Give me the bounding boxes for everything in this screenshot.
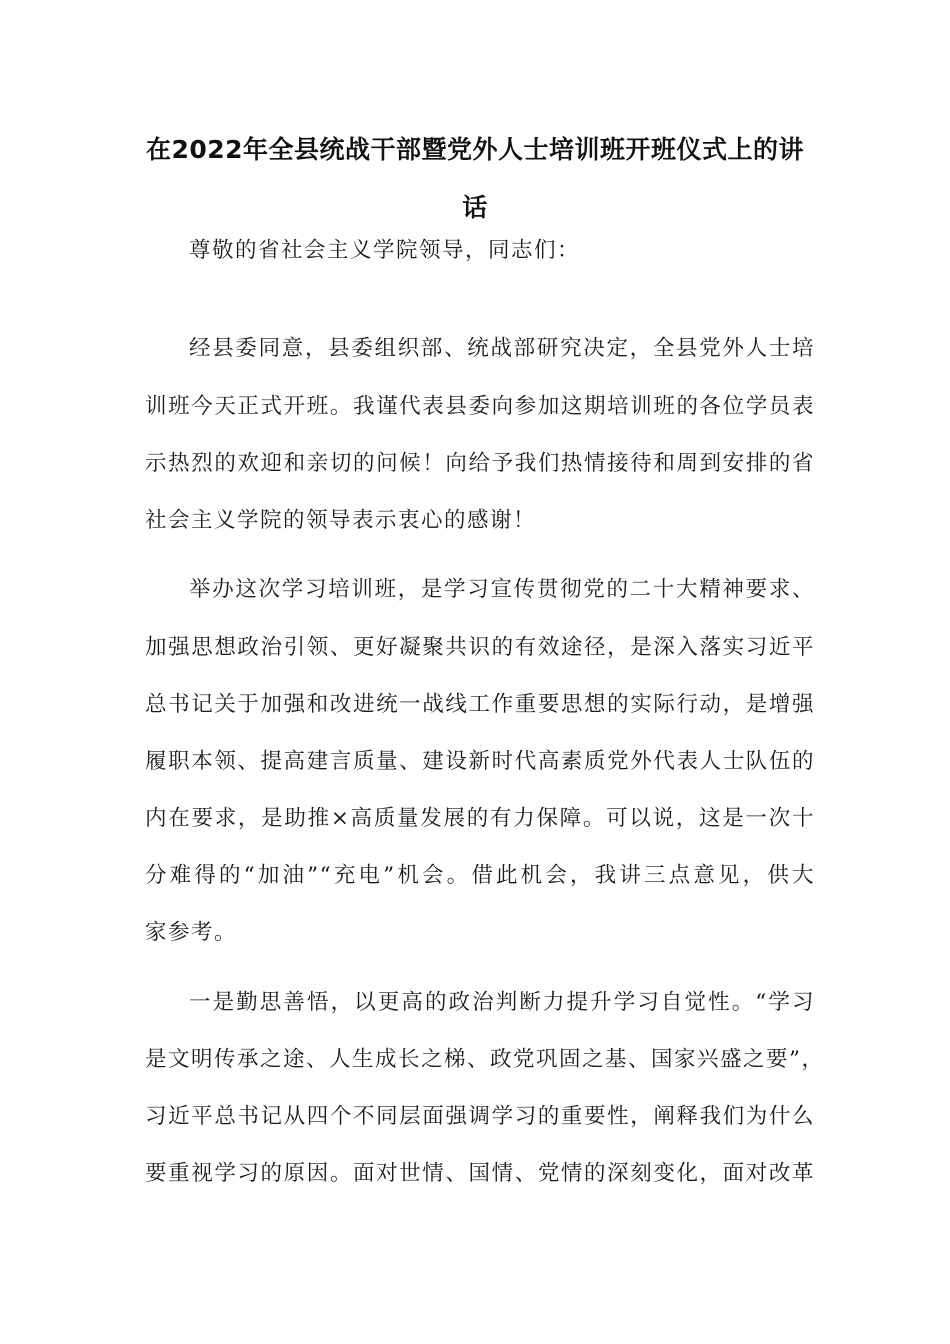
paragraph-4-line-2: 是文明传承之途、人生成长之梯、政党巩固之基、国家兴盛之要”， — [145, 1047, 825, 1072]
paragraph-3-line-2: 加强思想政治引领、更好凝聚共识的有效途径，是深入落实习近平 — [145, 635, 815, 660]
paragraph-2-line-1: 经县委同意，县委组织部、统战部研究决定，全县党外人士培 — [189, 336, 815, 361]
paragraph-3-line-5: 内在要求，是助推×高质量发展的有力保障。可以说，这是一次十 — [145, 806, 815, 831]
document-title-line-2: 话 — [462, 193, 488, 222]
paragraph-3-line-3: 总书记关于加强和改进统一战线工作重要思想的实际行动，是增强 — [145, 692, 815, 717]
paragraph-3-line-1: 举办这次学习培训班，是学习宣传贯彻党的二十大精神要求、 — [189, 577, 815, 602]
salutation-line: 尊敬的省社会主义学院领导，同志们： — [189, 238, 581, 263]
paragraph-3-line-6: 分难得的“加油”“充电”机会。借此机会，我讲三点意见，供大 — [145, 863, 815, 888]
document-title-line-1: 在2022年全县统战干部暨党外人士培训班开班仪式上的讲 — [145, 135, 805, 164]
paragraph-2-line-3: 示热烈的欢迎和亲切的问候！向给予我们热情接待和周到安排的省 — [145, 451, 815, 476]
paragraph-4-line-1: 一是勤思善悟，以更高的政治判断力提升学习自觉性。“学习 — [189, 990, 815, 1015]
paragraph-2-line-4: 社会主义学院的领导表示衷心的感谢！ — [145, 508, 537, 533]
paragraph-2-line-2: 训班今天正式开班。我谨代表县委向参加这期培训班的各位学员表 — [145, 394, 815, 419]
paragraph-4-line-3: 习近平总书记从四个不同层面强调学习的重要性，阐释我们为什么 — [145, 1104, 815, 1129]
paragraph-4-line-4: 要重视学习的原因。面对世情、国情、党情的深刻变化，面对改革 — [145, 1161, 815, 1186]
paragraph-3-line-7: 家参考。 — [145, 920, 238, 945]
paragraph-3-line-4: 履职本领、提高建言质量、建设新时代高素质党外代表人士队伍的 — [145, 749, 815, 774]
